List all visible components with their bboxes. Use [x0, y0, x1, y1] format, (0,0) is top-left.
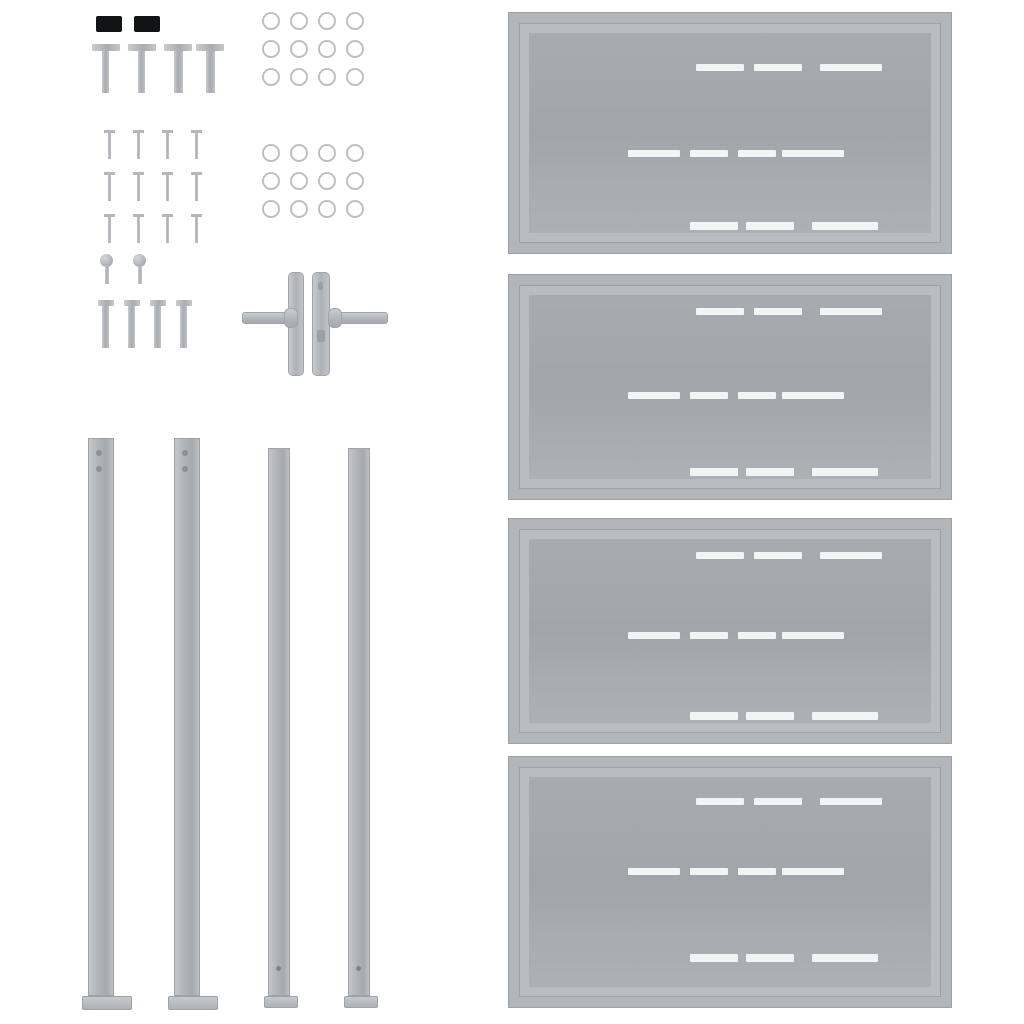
rail-third	[268, 448, 308, 1008]
nail-icon	[137, 217, 140, 243]
washer-icon	[318, 172, 336, 190]
t-screw-head-icon	[164, 44, 192, 51]
rail-hole	[276, 966, 281, 971]
panel-slot	[820, 552, 882, 559]
anchor-screw-shank-icon	[180, 306, 187, 348]
washer-icon	[262, 68, 280, 86]
hardware-t-screws-group	[92, 44, 232, 100]
anchor-screw-shank-icon	[102, 306, 109, 348]
panel-slot	[746, 712, 794, 720]
nail-icon	[195, 217, 198, 243]
t-screw-shank-icon	[174, 51, 183, 93]
panel-slot	[696, 308, 744, 315]
panel-inner	[519, 23, 941, 243]
washer-icon	[346, 40, 364, 58]
panel-slot	[690, 392, 728, 399]
t-screw-head-icon	[128, 44, 156, 51]
panel-slot	[628, 392, 680, 399]
hardware-pins-group	[98, 254, 168, 294]
rail-body	[348, 448, 370, 996]
nail-icon	[108, 217, 111, 243]
t-screw-head-icon	[196, 44, 224, 51]
t-screw-shank-icon	[138, 51, 145, 93]
panel-slot	[628, 150, 680, 157]
panel-slot	[812, 222, 878, 230]
panel-slot	[696, 798, 744, 805]
panel-slot	[738, 392, 776, 399]
handle-lever-right	[336, 312, 388, 324]
panel-inner	[519, 285, 941, 489]
panel-slot	[820, 64, 882, 71]
panel-slot	[690, 150, 728, 157]
washer-icon	[346, 172, 364, 190]
post-foot	[82, 996, 132, 1010]
washer-icon	[290, 40, 308, 58]
post-body	[88, 438, 114, 996]
post-hole	[96, 466, 102, 472]
washer-icon	[262, 200, 280, 218]
washer-icon	[290, 172, 308, 190]
washer-icon	[318, 40, 336, 58]
panel-frame-edge	[520, 530, 940, 732]
panel-2	[508, 274, 952, 500]
panel-slot	[690, 468, 738, 476]
anchor-screw-shank-icon	[128, 306, 135, 348]
nail-icon	[166, 133, 169, 159]
handle-lock-square-icon	[317, 330, 325, 342]
panel-4	[508, 756, 952, 1008]
panel-slot	[690, 632, 728, 639]
rail-foot	[344, 996, 378, 1008]
post-hole	[182, 466, 188, 472]
hardware-anchor-screws-group	[98, 300, 198, 350]
rail-hole	[356, 966, 361, 971]
post-foot	[168, 996, 218, 1010]
nail-icon	[108, 133, 111, 159]
panel-slot	[738, 150, 776, 157]
rail-fourth	[348, 448, 388, 1008]
panel-slot	[812, 954, 878, 962]
panel-slot	[782, 150, 844, 157]
washer-icon	[290, 12, 308, 30]
panel-slot	[690, 868, 728, 875]
door-handle-set	[240, 268, 410, 380]
panel-slot	[738, 632, 776, 639]
washer-icon	[262, 40, 280, 58]
nail-icon	[166, 175, 169, 201]
panel-slot	[820, 308, 882, 315]
washer-icon	[290, 68, 308, 86]
panel-1	[508, 12, 952, 254]
pin-shank-icon	[105, 266, 109, 284]
post-second-flanged	[168, 438, 228, 1008]
washer-icon	[346, 144, 364, 162]
washer-icon	[346, 200, 364, 218]
washer-icon	[346, 68, 364, 86]
nail-icon	[195, 175, 198, 201]
panel-slot	[696, 552, 744, 559]
washer-icon	[318, 144, 336, 162]
panel-slot	[782, 392, 844, 399]
bolt-head-icon	[96, 16, 122, 32]
panel-slot	[754, 552, 802, 559]
anchor-screw-shank-icon	[154, 306, 161, 348]
rail-body	[268, 448, 290, 996]
nail-icon	[195, 133, 198, 159]
panel-slot	[746, 954, 794, 962]
panel-inner	[519, 767, 941, 997]
handle-lever-right-neck	[328, 308, 342, 328]
panel-3	[508, 518, 952, 744]
washer-icon	[262, 144, 280, 162]
panel-slot	[690, 222, 738, 230]
post-hole	[96, 450, 102, 456]
nail-icon	[137, 175, 140, 201]
nail-icon	[137, 133, 140, 159]
panel-slot	[782, 868, 844, 875]
panel-slot	[754, 798, 802, 805]
panel-slot	[782, 632, 844, 639]
post-body	[174, 438, 200, 996]
panel-frame-edge	[520, 286, 940, 488]
washer-icon	[318, 12, 336, 30]
pin-shank-icon	[138, 266, 142, 284]
post-hole	[182, 450, 188, 456]
panel-slot	[690, 954, 738, 962]
washer-icon	[318, 200, 336, 218]
washer-icon	[318, 68, 336, 86]
panel-slot	[820, 798, 882, 805]
panel-slot	[746, 222, 794, 230]
post-left-flanged	[82, 438, 142, 1008]
washer-icon	[262, 172, 280, 190]
panel-frame-edge	[520, 24, 940, 242]
panel-slot	[812, 468, 878, 476]
t-screw-head-icon	[92, 44, 120, 51]
panel-slot	[690, 712, 738, 720]
hardware-nails-group	[100, 130, 210, 240]
washer-icon	[262, 12, 280, 30]
handle-lever-left-neck	[284, 308, 298, 328]
hardware-washers-group	[262, 12, 372, 232]
panel-slot	[754, 308, 802, 315]
handle-keyhole-icon	[318, 282, 323, 290]
panel-slot	[812, 712, 878, 720]
washer-icon	[290, 200, 308, 218]
panel-slot	[696, 64, 744, 71]
bolt-head-icon	[134, 16, 160, 32]
panel-inner	[519, 529, 941, 733]
panel-slot	[628, 632, 680, 639]
washer-icon	[290, 144, 308, 162]
panel-slot	[754, 64, 802, 71]
t-screw-shank-icon	[102, 51, 109, 93]
rail-foot	[264, 996, 298, 1008]
nail-icon	[108, 175, 111, 201]
washer-icon	[346, 12, 364, 30]
nail-icon	[166, 217, 169, 243]
panel-slot	[628, 868, 680, 875]
panel-slot	[738, 868, 776, 875]
panel-slot	[746, 468, 794, 476]
t-screw-shank-icon	[206, 51, 215, 93]
